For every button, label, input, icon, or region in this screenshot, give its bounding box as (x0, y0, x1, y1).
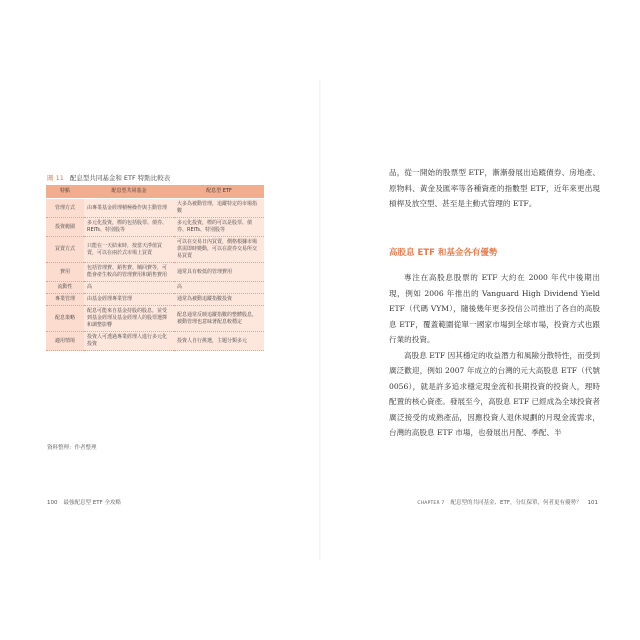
row-feature: 配息策略 (46, 306, 84, 332)
right-body-block (389, 270, 600, 441)
right-footer (417, 498, 598, 506)
row-fund: 配息可能來自基金持股的股息，並受到基金經理及基金經理人的股票選擇和調整影響 (84, 306, 174, 332)
row-etf: 配息通常反映追蹤指數的整體股息，被動管理也意味著配息較穩定 (174, 306, 264, 332)
row-fund: 由專業基金經理積極操作與主動管理 (84, 199, 174, 218)
row-feature: 投資範圍 (46, 218, 84, 237)
row-etf: 投資人自行挑選，主題分類多元 (174, 332, 264, 351)
body-paragraph-2: 高股息 ETF 因其穩定的收益潛力和風險分散特性，而受到廣泛歡迎，例如 2007 年成立的台灣的元大高股息 ETF（代號 0056），就是許多追求穩定現金流和長期投資的投資人，理時配置的核心資產。發展至今，高股息 ETF 已經成為全球投資者廣泛接受的成熟產品，因應投資人退休規劃的月現金流需求，台灣的高股息 ETF 市場，也發展出月配、季配、半 (389, 350, 600, 437)
row-fund: 只能在一天結束時，按當天淨值買賣，可以在兩於式市場上買賣 (84, 237, 174, 263)
table-number: 圖 11 (47, 174, 64, 182)
table-row (46, 294, 264, 306)
row-feature: 買賣方式 (46, 237, 84, 263)
row-etf: 通常為被動追蹤指數投資 (174, 294, 264, 306)
chapter-label: CHAPTER 7 (417, 501, 445, 506)
row-feature: 管理方式 (46, 199, 84, 218)
row-fund: 高 (84, 282, 174, 294)
section-heading: 高股息 ETF 和基金各有優勢 (389, 248, 498, 258)
row-etf: 高 (174, 282, 264, 294)
page-gutter (319, 80, 321, 560)
row-etf: 可以在交易日內買賣，價格根據市場供需即時變動，可以在證券交易所交易買賣 (174, 237, 264, 263)
header-etf: 配息型 ETF (174, 185, 264, 199)
table-row (46, 282, 264, 294)
table-row (46, 332, 264, 351)
row-etf: 通常具有較低的管理費用 (174, 263, 264, 282)
row-fund: 多元化投資，標的包括股票、債券、REITs、特別股等 (84, 218, 174, 237)
right-page-number: 101 (587, 500, 598, 506)
row-fund: 投資人可透過專業經理人進行多元化投資 (84, 332, 174, 351)
row-fund: 由基金經理專業管理 (84, 294, 174, 306)
row-feature: 費用 (46, 263, 84, 282)
table-header-row (46, 185, 264, 199)
body-paragraph-1: 專注在高股息股票的 ETF 大約在 2000 年代中後期出現，例如 2006 年推出的 Vanguard High Dividend Yield ETF（代碼 VYM），隨後幾年更多投信公司推出了各自的高股息 ETF，覆蓋範圍從單一國家市場到全球市場，投資方式也跟行業的投資。 (389, 273, 600, 344)
comparison-table (46, 185, 264, 351)
row-etf: 大多為被動管理，追蹤特定的市場指數 (174, 199, 264, 218)
right-top-paragraph: 品，從一開始的股票型 ETF，漸漸發展出追蹤債券、房地產、原物料、黃金及匯率等各種資產的指數型 ETF，近年來更出現槓桿及放空型、甚至是主動式管理的 ETF。 (389, 168, 600, 208)
left-footer (47, 498, 121, 506)
table-row (46, 199, 264, 218)
row-etf: 多元化投資，標的可以是股票、債券、REITs、特別股等 (174, 218, 264, 237)
left-running-title: 最強配息型 ETF 全攻略 (63, 500, 121, 506)
table-row (46, 263, 264, 282)
row-feature: 專業管理 (46, 294, 84, 306)
table-row (46, 218, 264, 237)
left-page-number: 100 (47, 500, 58, 506)
header-feature: 特點 (46, 185, 84, 199)
right-top-paragraph-block (389, 165, 600, 212)
row-feature: 流動性 (46, 282, 84, 294)
row-fund: 包括管理費、銷售費、贖回費等，可能會產生較高的管理費用和銷售費用 (84, 263, 174, 282)
table-row (46, 306, 264, 332)
header-fund: 配息型共同基金 (84, 185, 174, 199)
table-row (46, 237, 264, 263)
row-feature: 適用情境 (46, 332, 84, 351)
right-running-title: 配息型的共同基金、ETF，分紅保單，何者更有優勢？ (450, 500, 582, 506)
table-title: 配息型共同基金和 ETF 特點比較表 (69, 174, 171, 182)
source-note: 資料整理：作者整理 (47, 445, 97, 451)
table-caption (47, 173, 170, 182)
